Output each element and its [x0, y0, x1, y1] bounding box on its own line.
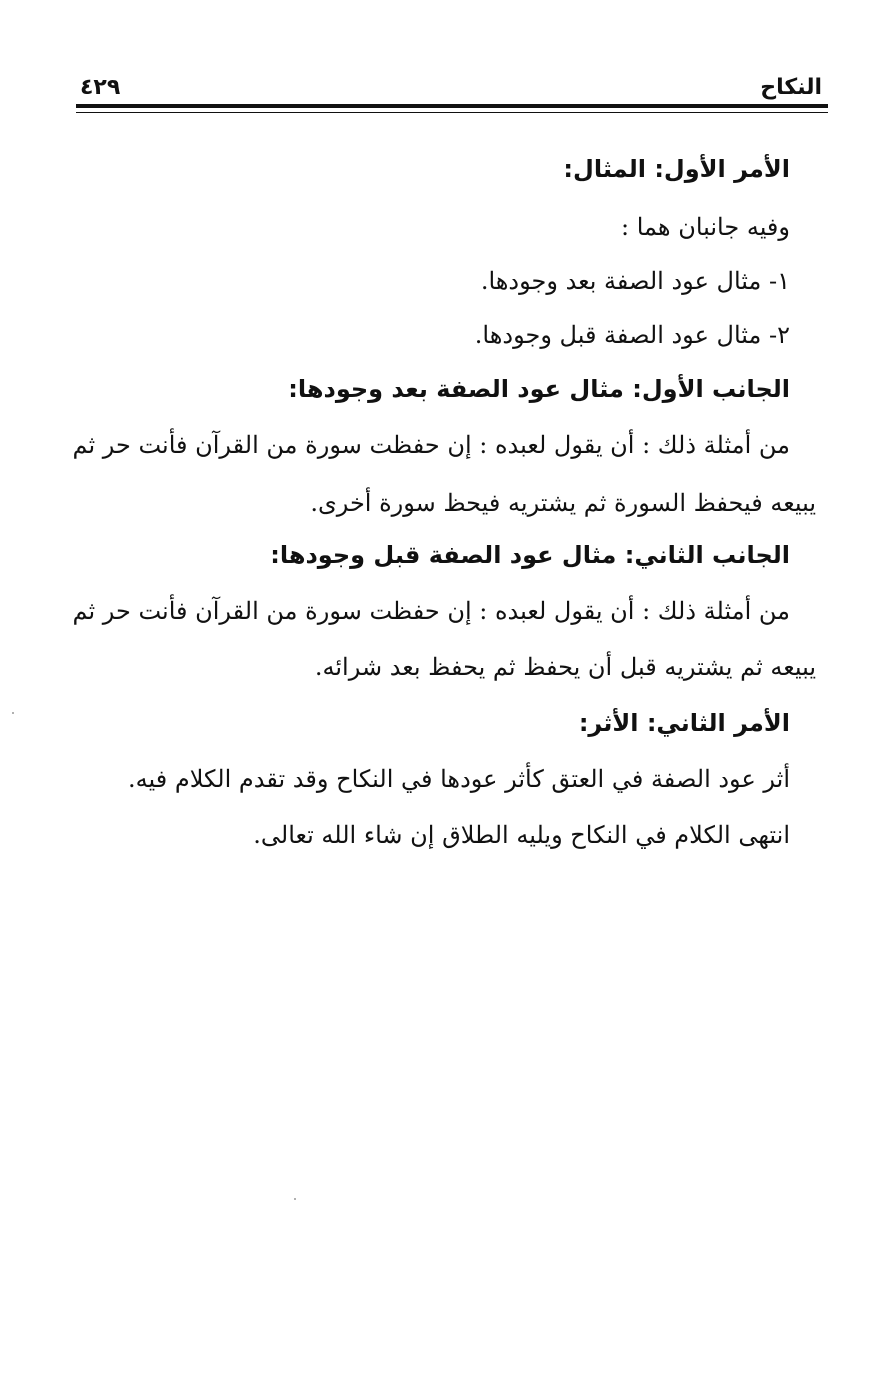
- running-title: النكاح: [760, 75, 822, 100]
- paragraph-3: أثر عود الصفة في العتق كأثر عودها في النكاح وقد تقدم الكلام فيه.: [128, 765, 790, 793]
- paragraph-1-line-2: يبيعه فيحفظ السورة ثم يشتريه فيحظ سورة أخرى.: [310, 489, 816, 517]
- paragraph-1-line-1: من أمثلة ذلك : أن يقول لعبده : إن حفظت سورة من القرآن فأنت حر ثم: [72, 431, 790, 459]
- list-item-2: ٢- مثال عود الصفة قبل وجودها.: [474, 321, 790, 349]
- scan-speck: [294, 1198, 296, 1200]
- heading-first-matter: الأمر الأول: المثال:: [563, 155, 790, 183]
- heading-second-matter: الأمر الثاني: الأثر:: [578, 709, 790, 737]
- paragraph-2-line-2: يبيعه ثم يشتريه قبل أن يحفظ ثم يحفظ بعد شرائه.: [314, 653, 816, 681]
- heading-second-aspect: الجانب الثاني: مثال عود الصفة قبل وجودها:: [270, 541, 790, 569]
- scan-speck: [12, 712, 14, 714]
- paragraph-4: انتهى الكلام في النكاح ويليه الطلاق إن شاء الله تعالى.: [253, 821, 790, 849]
- page-body: [72, 0, 816, 1392]
- heading-first-aspect: الجانب الأول: مثال عود الصفة بعد وجودها:: [288, 375, 790, 403]
- page-number: ٤٢٩: [80, 75, 121, 100]
- intro-line: وفيه جانبان هما :: [621, 213, 790, 241]
- paragraph-2-line-1: من أمثلة ذلك : أن يقول لعبده : إن حفظت سورة من القرآن فأنت حر ثم: [72, 597, 790, 625]
- list-item-1: ١- مثال عود الصفة بعد وجودها.: [480, 267, 790, 295]
